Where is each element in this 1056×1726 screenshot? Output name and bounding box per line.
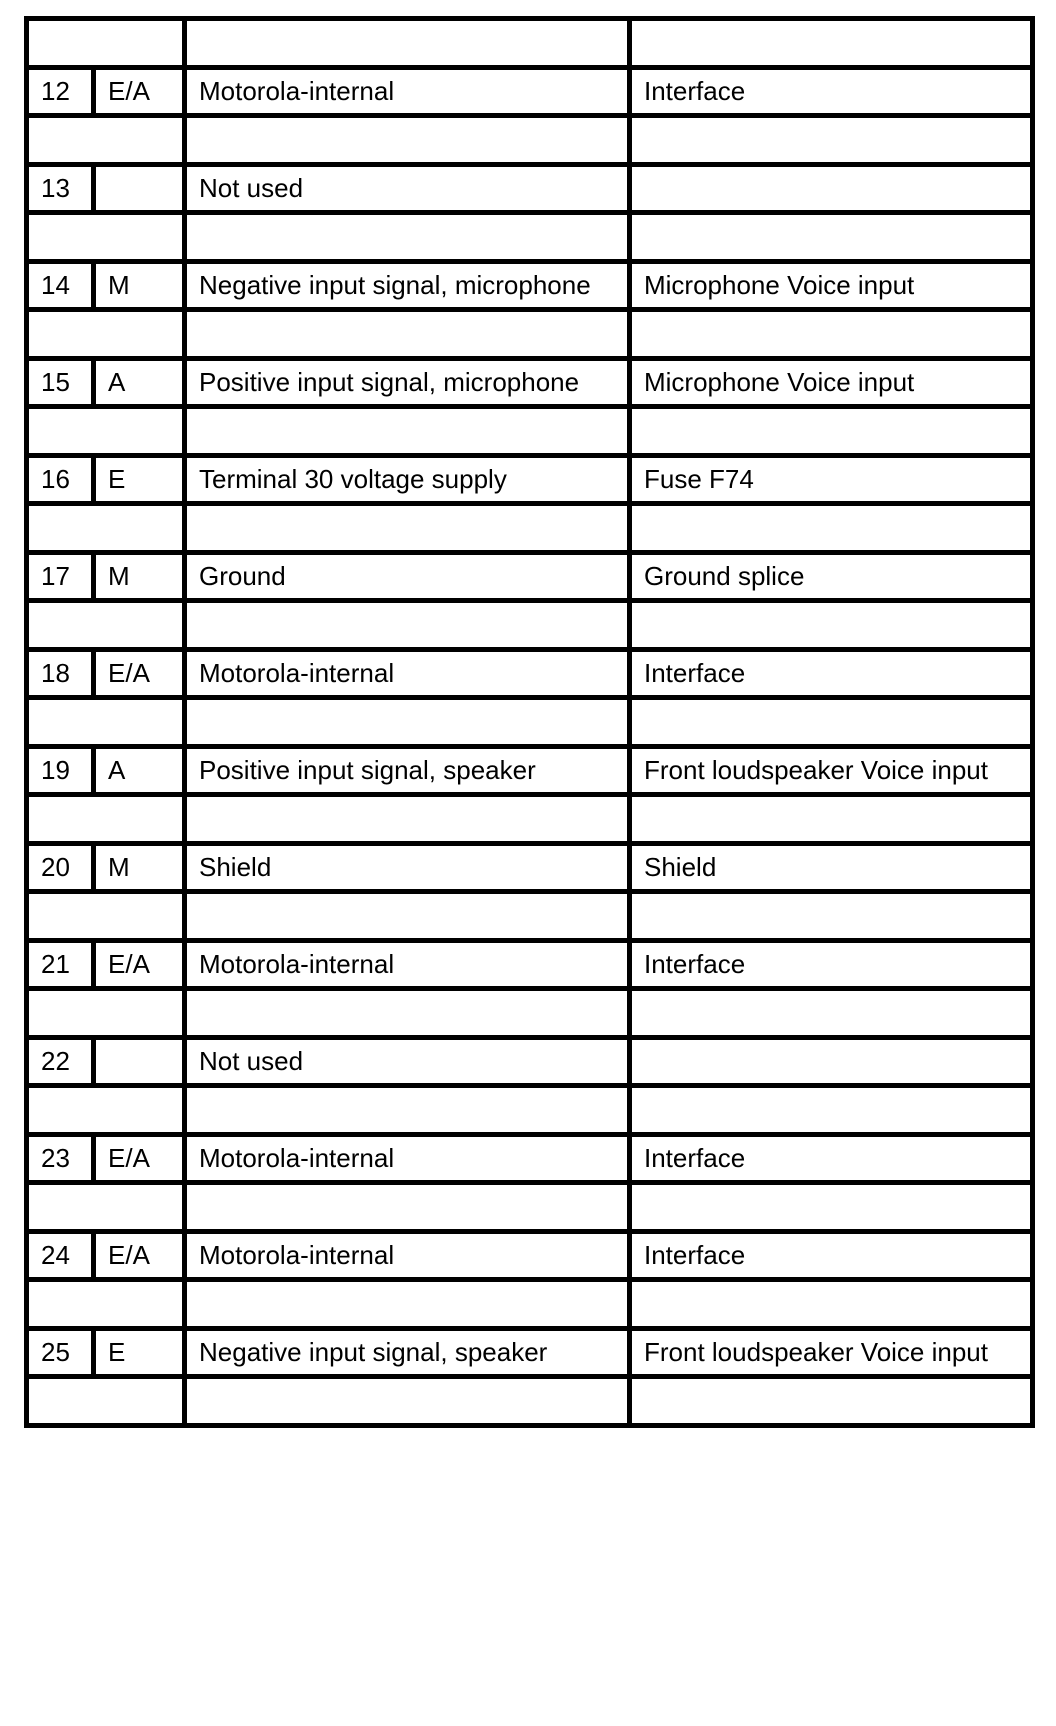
spacer-cell	[27, 213, 185, 262]
spacer-row	[27, 19, 1033, 68]
description-cell: Negative input signal, speaker	[185, 1329, 630, 1377]
spacer-cell	[27, 116, 185, 165]
spacer-cell	[185, 1280, 630, 1329]
spacer-row	[27, 1183, 1033, 1232]
spacer-row	[27, 1086, 1033, 1135]
description-cell: Motorola-internal	[185, 1135, 630, 1183]
destination-cell	[630, 165, 1033, 213]
spacer-cell	[185, 989, 630, 1038]
description-cell: Positive input signal, speaker	[185, 747, 630, 795]
spacer-row	[27, 116, 1033, 165]
spacer-cell	[27, 601, 185, 650]
spacer-row	[27, 213, 1033, 262]
pin-number-cell: 18	[27, 650, 94, 698]
spacer-cell	[27, 1183, 185, 1232]
pin-number-cell: 24	[27, 1232, 94, 1280]
signal-type-cell: A	[94, 359, 185, 407]
pin-number-cell: 20	[27, 844, 94, 892]
signal-type-cell: E/A	[94, 1135, 185, 1183]
destination-cell: Front loudspeaker Voice input	[630, 1329, 1033, 1377]
spacer-row	[27, 892, 1033, 941]
signal-type-cell	[94, 1038, 185, 1086]
description-cell: Motorola-internal	[185, 68, 630, 116]
pin-number-cell: 14	[27, 262, 94, 310]
destination-cell: Shield	[630, 844, 1033, 892]
destination-cell: Interface	[630, 1232, 1033, 1280]
table-row	[27, 359, 1033, 407]
table-row	[27, 1135, 1033, 1183]
spacer-cell	[27, 310, 185, 359]
destination-cell: Microphone Voice input	[630, 359, 1033, 407]
signal-type-cell: E	[94, 1329, 185, 1377]
spacer-cell	[27, 1377, 185, 1426]
description-cell: Negative input signal, microphone	[185, 262, 630, 310]
signal-type-cell: M	[94, 262, 185, 310]
pin-number-cell: 21	[27, 941, 94, 989]
table-row	[27, 456, 1033, 504]
spacer-cell	[185, 1377, 630, 1426]
pin-assignment-table	[24, 16, 1035, 1428]
pin-number-cell: 13	[27, 165, 94, 213]
table-row	[27, 165, 1033, 213]
destination-cell: Interface	[630, 650, 1033, 698]
spacer-cell	[630, 116, 1033, 165]
spacer-cell	[630, 19, 1033, 68]
spacer-cell	[185, 310, 630, 359]
spacer-cell	[630, 1183, 1033, 1232]
spacer-row	[27, 698, 1033, 747]
spacer-cell	[630, 698, 1033, 747]
destination-cell: Microphone Voice input	[630, 262, 1033, 310]
spacer-cell	[630, 1377, 1033, 1426]
spacer-cell	[630, 989, 1033, 1038]
signal-type-cell: E/A	[94, 1232, 185, 1280]
spacer-cell	[27, 795, 185, 844]
spacer-cell	[630, 795, 1033, 844]
spacer-cell	[27, 1280, 185, 1329]
spacer-cell	[27, 1086, 185, 1135]
spacer-cell	[630, 892, 1033, 941]
destination-cell: Front loudspeaker Voice input	[630, 747, 1033, 795]
spacer-cell	[630, 1086, 1033, 1135]
description-cell: Positive input signal, microphone	[185, 359, 630, 407]
spacer-cell	[185, 116, 630, 165]
table-row	[27, 1038, 1033, 1086]
table-row	[27, 941, 1033, 989]
spacer-cell	[630, 1280, 1033, 1329]
spacer-cell	[27, 19, 185, 68]
spacer-cell	[27, 504, 185, 553]
spacer-cell	[185, 795, 630, 844]
spacer-cell	[630, 310, 1033, 359]
table-row	[27, 650, 1033, 698]
pin-number-cell: 12	[27, 68, 94, 116]
spacer-cell	[27, 407, 185, 456]
description-cell: Motorola-internal	[185, 1232, 630, 1280]
signal-type-cell: M	[94, 844, 185, 892]
spacer-row	[27, 1377, 1033, 1426]
pin-number-cell: 17	[27, 553, 94, 601]
destination-cell: Ground splice	[630, 553, 1033, 601]
spacer-cell	[185, 213, 630, 262]
table-row	[27, 1329, 1033, 1377]
spacer-cell	[27, 892, 185, 941]
signal-type-cell: M	[94, 553, 185, 601]
spacer-row	[27, 407, 1033, 456]
table-row	[27, 844, 1033, 892]
spacer-row	[27, 795, 1033, 844]
spacer-cell	[185, 504, 630, 553]
pin-assignment-table-body	[27, 19, 1033, 1426]
table-row	[27, 553, 1033, 601]
pin-number-cell: 15	[27, 359, 94, 407]
pin-number-cell: 19	[27, 747, 94, 795]
table-row	[27, 747, 1033, 795]
pin-number-cell: 25	[27, 1329, 94, 1377]
table-row	[27, 262, 1033, 310]
spacer-row	[27, 504, 1033, 553]
spacer-cell	[27, 989, 185, 1038]
description-cell: Ground	[185, 553, 630, 601]
signal-type-cell: E	[94, 456, 185, 504]
description-cell: Not used	[185, 1038, 630, 1086]
destination-cell	[630, 1038, 1033, 1086]
signal-type-cell: E/A	[94, 941, 185, 989]
spacer-cell	[630, 601, 1033, 650]
description-cell: Motorola-internal	[185, 941, 630, 989]
spacer-row	[27, 1280, 1033, 1329]
spacer-cell	[185, 892, 630, 941]
spacer-row	[27, 310, 1033, 359]
spacer-cell	[185, 1086, 630, 1135]
destination-cell: Interface	[630, 68, 1033, 116]
table-row	[27, 68, 1033, 116]
description-cell: Not used	[185, 165, 630, 213]
signal-type-cell: A	[94, 747, 185, 795]
signal-type-cell: E/A	[94, 650, 185, 698]
signal-type-cell	[94, 165, 185, 213]
signal-type-cell: E/A	[94, 68, 185, 116]
description-cell: Terminal 30 voltage supply	[185, 456, 630, 504]
destination-cell: Interface	[630, 1135, 1033, 1183]
destination-cell: Interface	[630, 941, 1033, 989]
description-cell: Shield	[185, 844, 630, 892]
spacer-cell	[630, 213, 1033, 262]
spacer-cell	[27, 698, 185, 747]
destination-cell: Fuse F74	[630, 456, 1033, 504]
spacer-row	[27, 989, 1033, 1038]
description-cell: Motorola-internal	[185, 650, 630, 698]
spacer-cell	[185, 1183, 630, 1232]
spacer-cell	[630, 504, 1033, 553]
spacer-cell	[185, 19, 630, 68]
pin-number-cell: 16	[27, 456, 94, 504]
spacer-cell	[185, 407, 630, 456]
spacer-row	[27, 601, 1033, 650]
pin-number-cell: 23	[27, 1135, 94, 1183]
table-row	[27, 1232, 1033, 1280]
spacer-cell	[630, 407, 1033, 456]
pin-number-cell: 22	[27, 1038, 94, 1086]
spacer-cell	[185, 698, 630, 747]
spacer-cell	[185, 601, 630, 650]
